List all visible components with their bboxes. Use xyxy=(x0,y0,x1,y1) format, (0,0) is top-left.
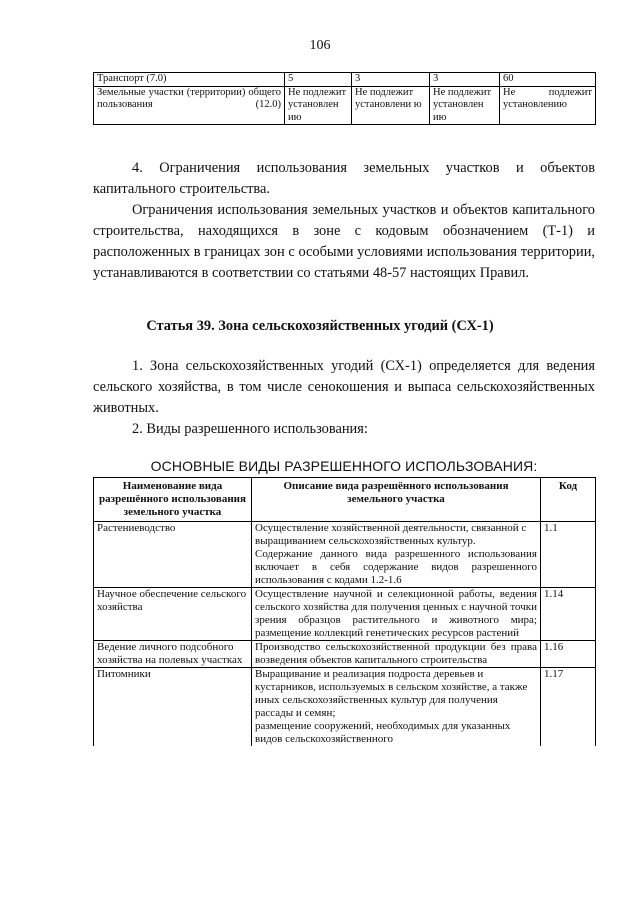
table-row xyxy=(94,641,596,668)
section4-heading: 4. Ограничения использования земельных участков и объектов капитального строительства. xyxy=(93,160,595,197)
article-paragraph-2: 2. Виды разрешенного использования: xyxy=(132,421,368,437)
table-caption: ОСНОВНЫЕ ВИДЫ РАЗРЕШЕННОГО ИСПОЛЬЗОВАНИЯ: xyxy=(150,458,538,474)
use-description-text: размещение сооружений, необходимых для указанных видов сельскохозяйственного xyxy=(255,720,511,745)
table-cell: Земельные участки (территории) общего пользования (12.0) xyxy=(94,86,285,125)
table-cell: Транспорт (7.0) xyxy=(94,73,285,87)
table-cell: 60 xyxy=(500,73,596,87)
use-name: Растениеводство xyxy=(94,522,252,588)
table-cell: 5 xyxy=(285,73,352,87)
column-header-code: Код xyxy=(541,478,596,522)
section4-body: Ограничения использования земельных участков и объектов капитального строительства, находящихся в зоне с кодовым обозначением (Т-1) и расположенных в границах зон с особыми условиями использования территории, устанавливаются в соответствии со статьями 48-57 настоящих Правил. xyxy=(93,202,595,281)
table-row xyxy=(94,522,596,588)
table-row xyxy=(94,73,596,87)
use-description: Производство сельскохозяйственной продукции без права возведения объектов капитального строительства xyxy=(252,641,541,668)
use-description-text: Содержание данного вида разрешенного использования включает в себя содержание видов разрешенного использования с кодами 1.2-1.6 xyxy=(255,548,537,586)
article-title: Статья 39. Зона сельскохозяйственных угодий (СХ-1) xyxy=(146,318,494,334)
use-description-text: Выращивание и реализация подроста деревьев и кустарников, используемых в сельском хозяйстве, а также иных сельскохозяйственных культур для получения рассады и семян; xyxy=(255,668,528,719)
column-header-name: Наименование вида разрешённого использования земельного участка xyxy=(94,478,252,522)
table-cell: Не подлежит установлени ю xyxy=(352,86,430,125)
permitted-uses-table xyxy=(93,477,596,746)
table-row xyxy=(94,86,596,125)
use-description-text: Осуществление хозяйственной деятельности, связанной с выращиванием сельскохозяйственных культур. xyxy=(255,522,527,547)
use-description xyxy=(252,668,541,747)
table-cell: Не подлежит установлен ию xyxy=(285,86,352,125)
zone-parameters-table xyxy=(93,72,596,125)
use-code: 1.17 xyxy=(541,668,596,747)
table-row xyxy=(94,668,596,747)
table-cell: 3 xyxy=(352,73,430,87)
use-name: Ведение личного подсобного хозяйства на полевых участках xyxy=(94,641,252,668)
use-code: 1.16 xyxy=(541,641,596,668)
use-name: Питомники xyxy=(94,668,252,747)
use-code: 1.14 xyxy=(541,588,596,641)
use-description: Осуществление научной и селекционной работы, ведения сельского хозяйства для получения ценных с научной точки зрения образцов растительного и животного мира; размещение коллекций генетических ресурсов растений xyxy=(252,588,541,641)
article-paragraph-1: 1. Зона сельскохозяйственных угодий (СХ-1) определяется для ведения сельского хозяйства, в том числе сенокошения и выпаса сельскохозяйственных животных. xyxy=(93,358,595,416)
table-header-row xyxy=(94,478,596,522)
use-description xyxy=(252,522,541,588)
table-row xyxy=(94,588,596,641)
page-number: 106 xyxy=(309,38,331,53)
use-name: Научное обеспечение сельского хозяйства xyxy=(94,588,252,641)
table-cell: Не подлежит установлен ию xyxy=(430,86,500,125)
use-code: 1.1 xyxy=(541,522,596,588)
table-cell: Не подлежит установлению xyxy=(500,86,596,125)
column-header-description: Описание вида разрешённого использования земельного участка xyxy=(252,478,541,522)
table-cell: 3 xyxy=(430,73,500,87)
